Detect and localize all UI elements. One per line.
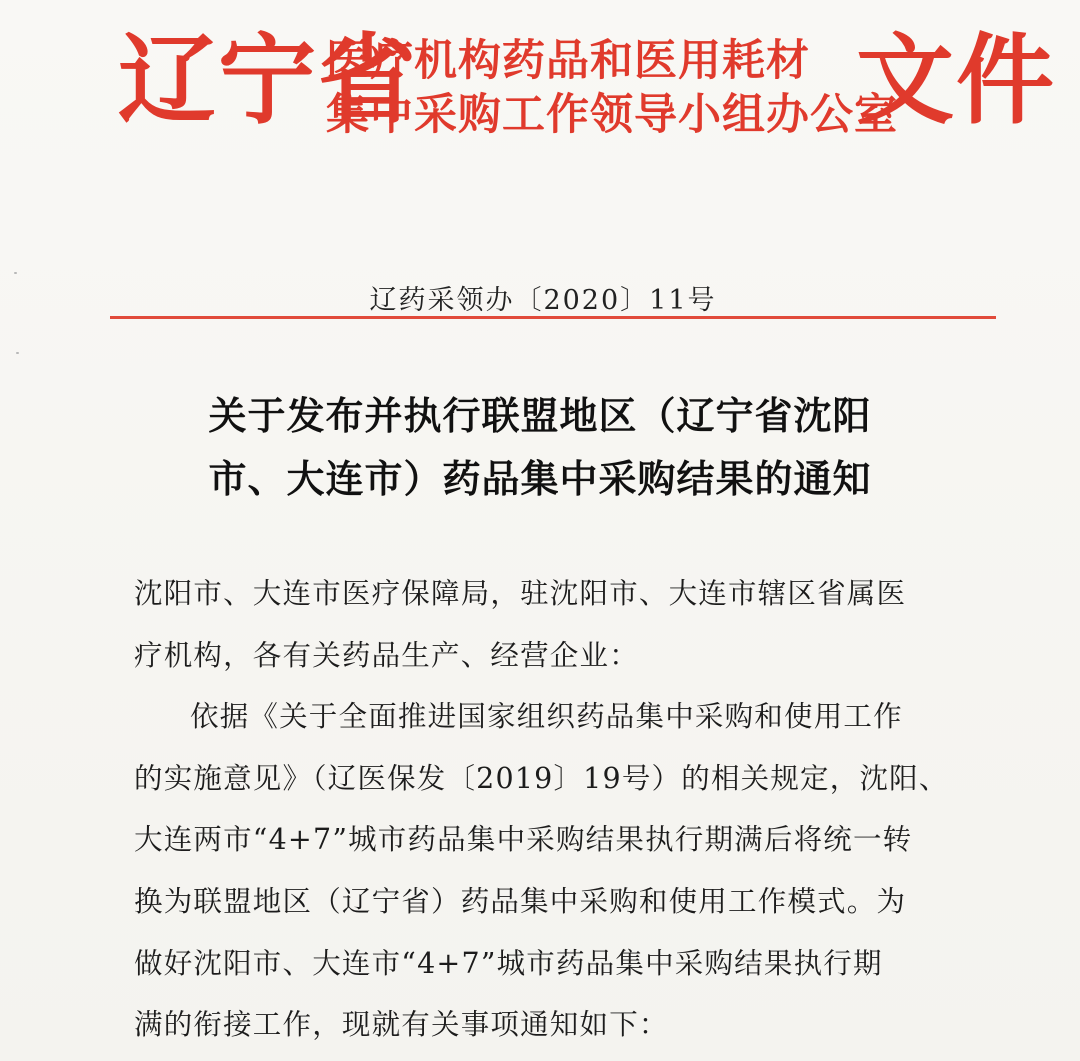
document-number: 辽药采领办〔2020〕11号: [369, 285, 717, 316]
body-line: 满的衔接工作，现就有关事项通知如下：: [134, 1008, 669, 1042]
red-letterhead: [0, 0, 1080, 160]
body-line: 疗机构，各有关药品生产、经营企业：: [134, 638, 639, 672]
red-divider-line: [110, 316, 996, 319]
body-line: 大连两市“4+7”城市药品集中采购结果执行期满后将统一转: [134, 823, 913, 857]
letterhead-doc-type: 文件: [856, 23, 1057, 138]
body-line: 换为联盟地区（辽宁省）药品集中采购和使用工作模式。为: [134, 884, 907, 918]
title-line-2: 市、大连市）药品集中采购结果的通知: [208, 457, 872, 501]
body-line: 做好沈阳市、大连市“4+7”城市药品集中采购结果执行期: [134, 946, 883, 980]
paper-speck: [14, 272, 17, 274]
body-line: 沈阳市、大连市医疗保障局，驻沈阳市、大连市辖区省属医: [134, 577, 907, 610]
letterhead-province: 辽宁省: [118, 23, 419, 138]
notice-body: [134, 563, 984, 1056]
title-line-1: 关于发布并执行联盟地区（辽宁省沈阳: [208, 394, 872, 438]
letterhead-office-line-2: 集中采购工作领导小组办公室: [326, 90, 898, 140]
letterhead-office-name: [326, 34, 898, 142]
paper-speck: [16, 352, 19, 354]
notice-title: [0, 385, 1080, 511]
letterhead-office-line-1: 医疗机构药品和医用耗材: [326, 36, 810, 86]
body-line: 依据《关于全面推进国家组织药品集中采购和使用工作: [190, 700, 903, 734]
body-line: 的实施意见》（辽医保发〔2019〕19号）的相关规定，沈阳、: [134, 761, 949, 795]
